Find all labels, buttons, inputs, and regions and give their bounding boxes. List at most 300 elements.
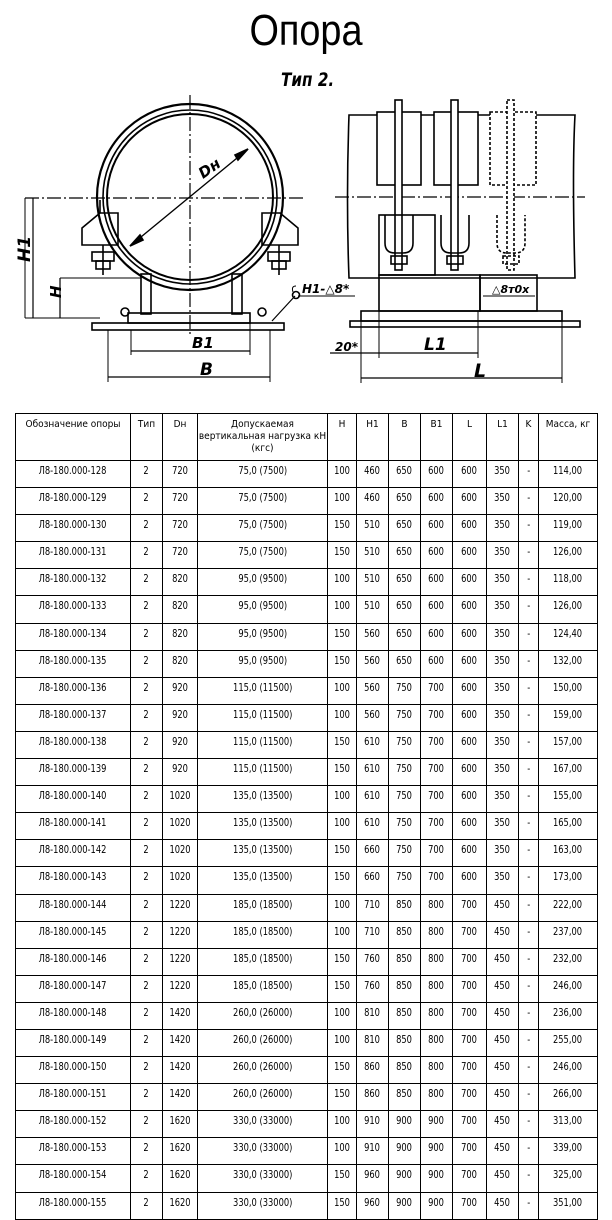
cell-h-text: 100 [334,573,350,586]
cell-type [131,1084,163,1111]
cell-b [389,1138,421,1165]
header-mass: Масса, кг [539,414,598,461]
cell-dn-text: 1020 [169,844,191,857]
cell-load [198,921,328,948]
table-row [16,1029,598,1056]
cell-k [519,894,539,921]
cell-h-text: 100 [334,1006,350,1019]
cell-h1 [357,1111,389,1138]
cell-b [389,1111,421,1138]
cell-load-text: 260,0 (26000) [232,1033,293,1046]
header-designation: Обозначение опоры [16,414,131,461]
cell-load [198,704,328,731]
cell-k [519,677,539,704]
cell-l [453,1165,487,1192]
cell-h [328,1002,357,1029]
cell-load-text: 185,0 (18500) [232,952,293,965]
cell-b [389,759,421,786]
cell-designation [16,921,131,948]
cell-mass-text: 126,00 [553,600,583,613]
cell-b1-text: 700 [428,817,445,830]
cell-dn-text: 1420 [169,1088,191,1101]
header-h: H [328,414,357,461]
cell-type-text: 2 [143,1006,150,1019]
cell-designation [16,1192,131,1219]
cell-load [198,731,328,758]
cell-h1-text: 710 [364,925,381,938]
table-row [16,677,598,704]
cell-mass-text: 124,40 [553,627,583,640]
cell-designation [16,704,131,731]
cell-h1-text: 510 [364,519,381,532]
cell-b-text: 900 [396,1142,413,1155]
cell-b-text: 850 [396,1061,413,1074]
cell-b-text: 750 [396,763,413,776]
cell-dn-text: 1220 [169,979,191,992]
cell-k-text: - [526,979,530,992]
cell-type-text: 2 [143,952,150,965]
cell-type-text: 2 [143,519,150,532]
cell-mass-text: 266,00 [553,1088,583,1101]
cell-load-text: 330,0 (33000) [232,1115,293,1128]
cell-load [198,975,328,1002]
cell-k [519,488,539,515]
cell-b-text: 750 [396,817,413,830]
cell-b-text: 650 [396,492,413,505]
cell-mass-text: 325,00 [553,1169,583,1182]
cell-l [453,867,487,894]
cell-h-text: 150 [334,1169,350,1182]
cell-b1-text: 600 [428,546,445,559]
cell-mass-text: 232,00 [553,952,583,965]
cell-b1 [421,1084,453,1111]
cell-mass [539,542,598,569]
cell-b1 [421,948,453,975]
cell-h-text: 150 [334,979,350,992]
cell-l1-text: 450 [494,1061,511,1074]
cell-dn [163,921,198,948]
cell-type [131,569,163,596]
cell-b-text: 650 [396,546,413,559]
cell-mass-text: 118,00 [553,573,583,586]
support-spec-table [15,413,598,1220]
cell-l [453,1002,487,1029]
cell-dn [163,623,198,650]
cell-l1-text: 450 [494,925,511,938]
cell-k [519,623,539,650]
cell-designation [16,596,131,623]
cell-dn-text: 820 [172,573,188,586]
cell-h1 [357,623,389,650]
cell-b1-text: 700 [428,790,445,803]
cell-dn [163,786,198,813]
cell-type-text: 2 [143,817,150,830]
cell-type [131,894,163,921]
table-row [16,461,598,488]
cell-b1 [421,650,453,677]
cell-k [519,542,539,569]
cell-h [328,894,357,921]
cell-h1-text: 960 [364,1196,381,1209]
table-row [16,921,598,948]
cell-type-text: 2 [143,465,150,477]
cell-l [453,1138,487,1165]
cell-l-text: 700 [461,1169,478,1182]
cell-mass [539,921,598,948]
cell-h1 [357,921,389,948]
cell-load [198,1165,328,1192]
cell-k-text: - [526,1115,530,1128]
cell-k-text: - [526,1196,530,1209]
cell-l [453,1192,487,1219]
label-b: B [200,360,213,380]
cell-mass-text: 159,00 [553,708,583,721]
cell-h1 [357,596,389,623]
cell-designation-text: Л8-180.000-155 [39,1196,107,1209]
cell-l1-text: 450 [494,1006,511,1019]
cell-l [453,1084,487,1111]
cell-k-text: - [526,1006,530,1019]
cell-dn-text: 1220 [169,952,191,965]
cell-dn [163,1002,198,1029]
cell-h1 [357,840,389,867]
cell-type [131,1165,163,1192]
cell-h-text: 150 [334,763,350,776]
cell-l [453,840,487,867]
cell-l1-text: 350 [494,600,511,613]
cell-b1 [421,975,453,1002]
cell-h-text: 100 [334,1033,350,1046]
cell-mass-text: 126,00 [553,546,583,559]
cell-dn-text: 1020 [169,790,191,803]
cell-load-text: 260,0 (26000) [232,1006,293,1019]
cell-b [389,813,421,840]
cell-mass [539,840,598,867]
cell-l-text: 600 [461,465,478,477]
cell-h-text: 150 [334,519,350,532]
cell-b1 [421,542,453,569]
cell-designation [16,650,131,677]
cell-load [198,840,328,867]
cell-l [453,786,487,813]
cell-h-text: 100 [334,925,350,938]
cell-h-text: 100 [334,817,350,830]
cell-l1 [487,813,519,840]
cell-l1 [487,1138,519,1165]
cell-k-text: - [526,1033,530,1046]
cell-load-text: 75,0 (7500) [238,546,287,559]
cell-b1 [421,488,453,515]
cell-type [131,786,163,813]
cell-h-text: 100 [334,790,350,803]
header-h1: H1 [357,414,389,461]
cell-load-text: 185,0 (18500) [232,898,293,911]
cell-b1 [421,894,453,921]
cell-h-text: 150 [334,627,350,640]
cell-l-text: 700 [461,1006,478,1019]
cell-designation [16,759,131,786]
cell-l1 [487,1002,519,1029]
cell-h1-text: 560 [364,627,381,640]
cell-b [389,1002,421,1029]
cell-l1-text: 350 [494,465,511,477]
cell-b-text: 900 [396,1196,413,1209]
cell-designation [16,786,131,813]
cell-k [519,948,539,975]
cell-h1 [357,894,389,921]
cell-type [131,623,163,650]
cell-dn [163,677,198,704]
cell-l-text: 600 [461,519,478,532]
cell-h1-text: 710 [364,898,381,911]
cell-l [453,569,487,596]
cell-designation [16,1084,131,1111]
table-row [16,813,598,840]
cell-dn-text: 820 [172,600,188,613]
cell-mass-text: 339,00 [553,1142,583,1155]
cell-l [453,704,487,731]
table-row [16,1002,598,1029]
cell-load-text: 135,0 (13500) [232,844,293,857]
cell-h1 [357,677,389,704]
cell-type [131,1057,163,1084]
cell-l1 [487,650,519,677]
cell-h1-text: 510 [364,546,381,559]
cell-load-text: 75,0 (7500) [238,492,287,505]
cell-h [328,1165,357,1192]
cell-dn-text: 820 [172,627,188,640]
cell-load [198,515,328,542]
cell-type [131,759,163,786]
cell-h1 [357,813,389,840]
cell-mass-text: 236,00 [553,1006,583,1019]
cell-dn-text: 1620 [169,1196,191,1209]
table-row [16,650,598,677]
cell-h1 [357,1138,389,1165]
cell-b [389,1084,421,1111]
cell-load-text: 75,0 (7500) [238,465,287,477]
cell-type [131,650,163,677]
cell-type-text: 2 [143,1169,150,1182]
cell-b1 [421,704,453,731]
cell-l1-text: 350 [494,763,511,776]
cell-l1-text: 350 [494,627,511,640]
cell-mass [539,623,598,650]
cell-type [131,515,163,542]
cell-mass [539,461,598,488]
cell-h1 [357,975,389,1002]
cell-h1-text: 910 [364,1142,381,1155]
cell-h [328,461,357,488]
cell-h1 [357,867,389,894]
cell-mass-text: 163,00 [553,844,583,857]
cell-mass-text: 351,00 [553,1196,583,1209]
cell-type [131,813,163,840]
cell-b1-text: 600 [428,492,445,505]
cell-h1-text: 460 [364,465,381,477]
cell-dn [163,1057,198,1084]
cell-l1 [487,488,519,515]
cell-h1 [357,515,389,542]
cell-k-text: - [526,817,530,830]
cell-l1 [487,1029,519,1056]
cell-mass-text: 237,00 [553,925,583,938]
cell-type [131,975,163,1002]
side-view [330,100,585,383]
table-body [16,461,598,1220]
cell-h [328,704,357,731]
cell-b1-text: 900 [428,1142,445,1155]
cell-h1-text: 760 [364,952,381,965]
cell-b [389,461,421,488]
cell-dn-text: 1420 [169,1033,191,1046]
cell-h1-text: 560 [364,708,381,721]
cell-k [519,813,539,840]
cell-designation [16,461,131,488]
cell-designation [16,1057,131,1084]
cell-k [519,569,539,596]
cell-h [328,759,357,786]
cell-b1-text: 800 [428,1006,445,1019]
cell-l1 [487,786,519,813]
cell-l-text: 600 [461,763,478,776]
cell-type-text: 2 [143,763,150,776]
cell-l-text: 600 [461,600,478,613]
cell-b1-text: 900 [428,1115,445,1128]
cell-type-text: 2 [143,979,150,992]
page-title: Опора [249,6,363,55]
cell-k [519,1029,539,1056]
cell-designation-text: Л8-180.000-146 [39,952,107,965]
cell-l [453,894,487,921]
cell-type-text: 2 [143,681,150,694]
cell-dn [163,894,198,921]
cell-mass-text: 246,00 [553,979,583,992]
cell-l-text: 600 [461,546,478,559]
cell-h1 [357,542,389,569]
cell-b-text: 750 [396,844,413,857]
cell-b1-text: 600 [428,600,445,613]
header-b: B [389,414,421,461]
cell-l1-text: 350 [494,681,511,694]
cell-l [453,650,487,677]
cell-l-text: 700 [461,979,478,992]
cell-load-text: 330,0 (33000) [232,1196,293,1209]
cell-mass-text: 157,00 [553,735,583,748]
cell-h [328,515,357,542]
cell-l [453,948,487,975]
cell-designation-text: Л8-180.000-144 [39,898,107,911]
cell-h-text: 150 [334,1088,350,1101]
cell-b-text: 900 [396,1169,413,1182]
cell-k [519,650,539,677]
cell-load-text: 135,0 (13500) [232,871,293,884]
cell-l1-text: 450 [494,1115,511,1128]
table-row [16,1111,598,1138]
cell-l1 [487,515,519,542]
cell-h-text: 150 [334,1196,350,1209]
cell-l1 [487,623,519,650]
cell-k-text: - [526,519,530,532]
cell-load-text: 115,0 (11500) [232,735,293,748]
cell-h-text: 150 [334,546,350,559]
cell-dn [163,488,198,515]
cell-h1 [357,488,389,515]
cell-dn [163,569,198,596]
cell-dn [163,867,198,894]
cell-l [453,975,487,1002]
cell-mass [539,786,598,813]
table-row [16,515,598,542]
cell-designation-text: Л8-180.000-143 [39,871,107,884]
cell-l1-text: 450 [494,1169,511,1182]
cell-dn [163,1084,198,1111]
cell-h [328,677,357,704]
cell-b-text: 850 [396,1006,413,1019]
cell-dn [163,1111,198,1138]
cell-b1-text: 600 [428,654,445,667]
cell-dn [163,1029,198,1056]
cell-b1 [421,813,453,840]
cell-h1 [357,731,389,758]
cell-b1 [421,759,453,786]
cell-l [453,542,487,569]
cell-l1 [487,1084,519,1111]
cell-load [198,948,328,975]
cell-b-text: 850 [396,1033,413,1046]
cell-mass-text: 255,00 [553,1033,583,1046]
cell-h1-text: 610 [364,817,381,830]
cell-l-text: 700 [461,1033,478,1046]
cell-type-text: 2 [143,546,150,559]
cell-h1-text: 610 [364,790,381,803]
cell-b [389,488,421,515]
cell-mass [539,488,598,515]
cell-l1-text: 450 [494,979,511,992]
cell-load [198,894,328,921]
cell-designation-text: Л8-180.000-135 [39,654,107,667]
cell-load [198,1029,328,1056]
type-subtitle: Тип 2. [281,69,335,91]
header-type: Тип [131,414,163,461]
cell-k [519,1057,539,1084]
cell-designation-text: Л8-180.000-142 [39,844,107,857]
cell-mass [539,813,598,840]
cell-b1 [421,731,453,758]
cell-mass-text: 150,00 [553,681,583,694]
cell-b1-text: 700 [428,735,445,748]
cell-designation [16,569,131,596]
cell-k-text: - [526,1142,530,1155]
cell-b1 [421,623,453,650]
cell-type-text: 2 [143,492,150,505]
cell-l-text: 600 [461,735,478,748]
cell-l [453,596,487,623]
cell-designation-text: Л8-180.000-147 [39,979,107,992]
cell-b1-text: 800 [428,1088,445,1101]
cell-l [453,731,487,758]
cell-k-text: - [526,735,530,748]
cell-mass [539,867,598,894]
cell-l1-text: 350 [494,790,511,803]
table-row [16,894,598,921]
cell-dn [163,731,198,758]
cell-dn-text: 720 [172,465,188,477]
cell-h [328,731,357,758]
cell-type-text: 2 [143,1142,150,1155]
cell-l1 [487,461,519,488]
cell-b1 [421,921,453,948]
